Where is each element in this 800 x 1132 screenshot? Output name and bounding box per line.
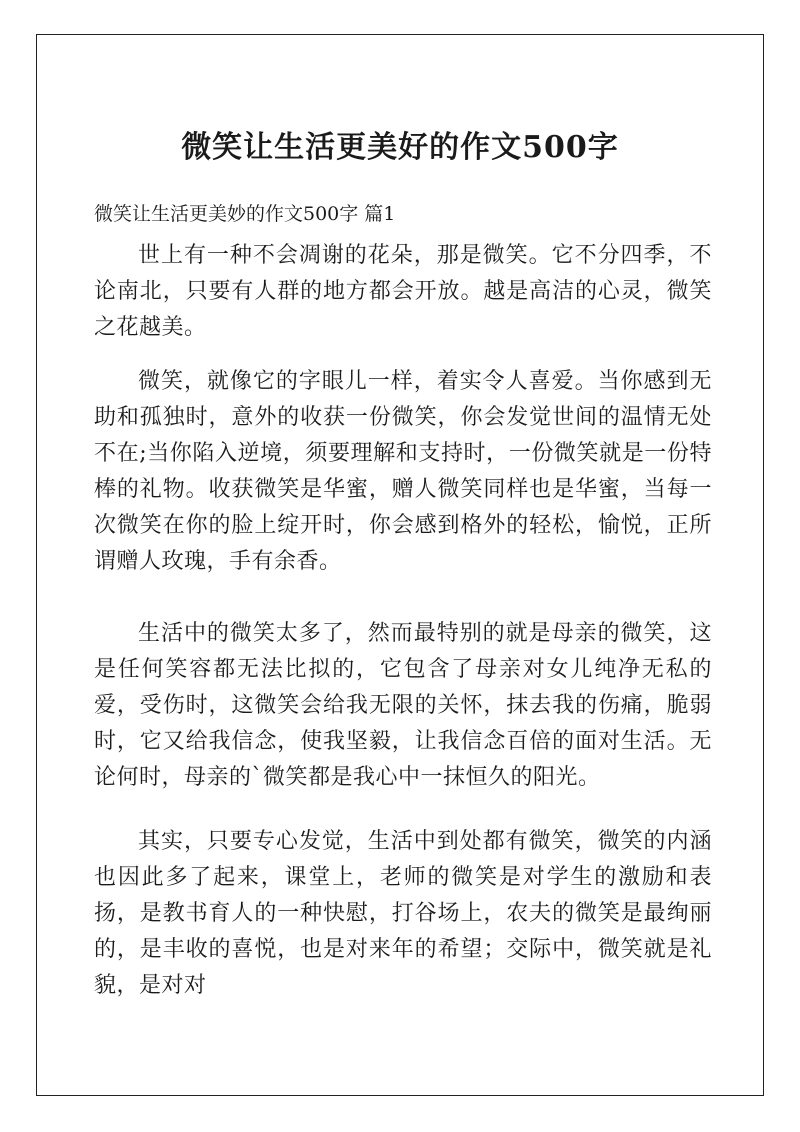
paragraph-3: 生活中的微笑太多了，然而最特别的就是母亲的微笑，这是任何笑容都无法比拟的，它包含了母亲对女儿纯净无私的爱，受伤时，这微笑会给我无限的关怀，抹去我的伤痛，脆弱时，它又给我信念，使我坚毅，让我信念百倍的面对生活。无论何时，母亲的`微笑都是我心中一抹恒久的阳光。	[94, 621, 712, 790]
paragraph-2: 微笑，就像它的字眼儿一样，着实令人喜爱。当你感到无助和孤独时，意外的收获一份微笑，你会发觉世间的温情无处不在;当你陷入逆境，须要理解和支持时，一份微笑就是一份特棒的礼物。收获微笑是华蜜，赠人微笑同样也是华蜜，当每一次微笑在你的脸上绽开时，你会感到格外的轻松，愉悦，正所谓赠人玫瑰，手有余香。	[94, 369, 712, 574]
section-heading: 微笑让生活更美妙的作文500字 篇1	[94, 203, 396, 225]
page-title: 微笑让生活更美好的作文500字	[181, 130, 619, 165]
paragraph-1: 世上有一种不会凋谢的花朵，那是微笑。它不分四季，不论南北，只要有人群的地方都会开放。越是高洁的心灵，微笑之花越美。	[94, 243, 712, 340]
paragraph-4: 其实，只要专心发觉，生活中到处都有微笑，微笑的内涵也因此多了起来，课堂上，老师的微笑是对学生的激励和表扬，是教书育人的一种快慰，打谷场上，农夫的微笑是最绚丽的，是丰收的喜悦，也是对来年的希望；交际中，微笑就是礼貌，是对对	[94, 829, 712, 998]
